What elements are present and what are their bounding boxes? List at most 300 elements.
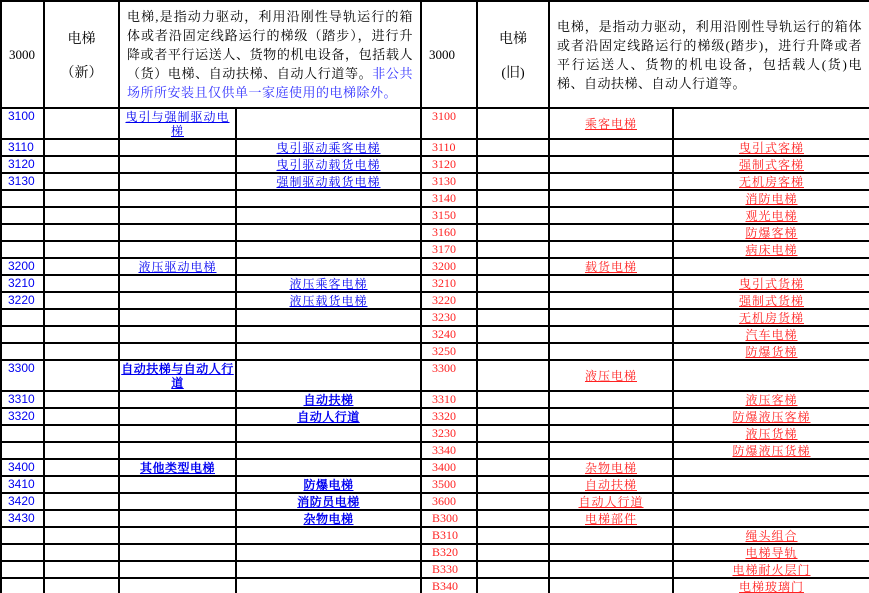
new-name-col-cell <box>44 224 119 241</box>
table-row <box>1 578 869 593</box>
old-category-cell <box>549 326 673 343</box>
old-name-col-cell <box>477 391 549 408</box>
old-item-cell <box>673 493 869 510</box>
old-item-link[interactable]: 防爆货梯 <box>745 344 798 359</box>
new-name-col-cell <box>44 275 119 292</box>
new-name-cell <box>44 1 119 108</box>
old-code-text: 3100 <box>432 109 456 123</box>
old-code-cell <box>421 326 477 343</box>
new-item-cell <box>236 207 421 224</box>
new-code-cell <box>1 578 44 593</box>
table-row <box>1 391 869 408</box>
old-category-cell <box>549 156 673 173</box>
new-name-col-cell <box>44 190 119 207</box>
new-code-text: 3210 <box>8 276 35 290</box>
old-item-cell <box>673 326 869 343</box>
old-code-text: 3230 <box>432 310 456 324</box>
old-category-link[interactable]: 乘客电梯 <box>584 116 637 131</box>
old-item-link[interactable]: 防爆液压客梯 <box>732 409 811 424</box>
new-item-cell <box>236 408 421 425</box>
old-category-cell <box>549 476 673 493</box>
new-name-col-cell <box>44 108 119 139</box>
old-category-cell <box>549 207 673 224</box>
table-row <box>1 108 869 139</box>
old-name-col-cell <box>477 476 549 493</box>
old-category-cell <box>549 224 673 241</box>
old-name-col-cell <box>477 578 549 593</box>
old-description: 电梯，是指动力驱动，利用沿刚性导轨运行的箱体或者沿固定线路运行的梯级(踏步)，进行升降或者平行运送人、货物的机电设备，包括载人(货)电梯、自动扶梯、自动人行道等。 <box>557 18 863 91</box>
old-root-code: 3000 <box>429 46 455 62</box>
old-name-col-cell <box>477 510 549 527</box>
old-item-cell <box>673 108 869 139</box>
old-code-cell <box>421 343 477 360</box>
new-item-cell <box>236 442 421 459</box>
old-code-text: 3220 <box>432 293 456 307</box>
table-row <box>1 156 869 173</box>
old-item-cell <box>673 425 869 442</box>
new-description: 电梯,是指动力驱动，利用沿刚性导轨运行的箱体或者沿固定线路运行的梯级（踏步），进行升降或者平行运送人、货物的机电设备，包括载人（货）电梯、自动扶梯、自动人行道等。 <box>127 9 413 81</box>
old-name-col-cell <box>477 258 549 275</box>
new-name-col-cell <box>44 442 119 459</box>
new-name-col-cell <box>44 309 119 326</box>
new-category-link[interactable]: 曳引与强制驱动电梯 <box>125 109 230 138</box>
new-category-cell <box>119 343 236 360</box>
old-code-text: 3240 <box>432 327 456 341</box>
old-category-cell <box>549 190 673 207</box>
old-code-text: B320 <box>432 545 459 559</box>
new-name-col-cell <box>44 258 119 275</box>
table-body <box>1 1 869 593</box>
old-name-col-cell <box>477 442 549 459</box>
new-category-cell <box>119 360 236 391</box>
table-row <box>1 241 869 258</box>
old-item-link[interactable]: 液压客梯 <box>745 392 798 407</box>
old-category-cell <box>549 442 673 459</box>
table-row <box>1 561 869 578</box>
old-name-col-cell <box>477 408 549 425</box>
old-item-link[interactable]: 防爆液压货梯 <box>732 443 811 458</box>
old-category-link[interactable]: 液压电梯 <box>584 368 637 383</box>
old-item-link[interactable]: 防爆客梯 <box>745 225 798 240</box>
table-row <box>1 510 869 527</box>
old-item-link[interactable]: 观光电梯 <box>745 208 798 223</box>
new-item-cell <box>236 510 421 527</box>
old-code-cell <box>421 258 477 275</box>
new-category-cell <box>119 527 236 544</box>
new-category-cell <box>119 578 236 593</box>
old-item-cell <box>673 544 869 561</box>
old-code-cell <box>421 275 477 292</box>
old-code-text: 3600 <box>432 494 456 508</box>
new-code-cell <box>1 173 44 190</box>
header-row <box>1 1 869 108</box>
new-name-col-cell <box>44 459 119 476</box>
new-item-link[interactable]: 液压乘客电梯 <box>289 276 368 291</box>
old-item-link[interactable]: 绳头组合 <box>745 528 798 543</box>
old-item-cell <box>673 207 869 224</box>
new-item-link[interactable]: 自动扶梯 <box>303 392 354 407</box>
new-item-cell <box>236 561 421 578</box>
new-name-col-cell <box>44 139 119 156</box>
old-category-cell <box>549 309 673 326</box>
new-item-link[interactable]: 曳引驱动载货电梯 <box>276 157 381 172</box>
old-name-col-cell <box>477 292 549 309</box>
new-item-cell <box>236 544 421 561</box>
old-name-col-cell <box>477 561 549 578</box>
new-name-col-cell <box>44 476 119 493</box>
old-item-cell <box>673 442 869 459</box>
old-code-cell <box>421 493 477 510</box>
new-item-cell <box>236 425 421 442</box>
new-item-cell <box>236 156 421 173</box>
old-category-cell <box>549 360 673 391</box>
old-item-cell <box>673 258 869 275</box>
old-name-col-cell <box>477 275 549 292</box>
new-code-cell <box>1 108 44 139</box>
new-category-cell <box>119 476 236 493</box>
old-name-col-cell <box>477 459 549 476</box>
new-category-link[interactable]: 液压驱动电梯 <box>138 259 217 274</box>
new-code-text: 3220 <box>8 293 35 307</box>
new-name-col-cell <box>44 207 119 224</box>
new-item-cell <box>236 258 421 275</box>
table-row <box>1 408 869 425</box>
new-item-cell <box>236 343 421 360</box>
new-category-cell <box>119 275 236 292</box>
new-name-col-cell <box>44 292 119 309</box>
new-code-text: 3110 <box>8 140 34 154</box>
old-item-cell <box>673 224 869 241</box>
new-item-cell <box>236 241 421 258</box>
old-name-col-cell <box>477 190 549 207</box>
old-item-cell <box>673 561 869 578</box>
new-category-cell <box>119 561 236 578</box>
old-category-cell <box>549 292 673 309</box>
table-row <box>1 476 869 493</box>
old-item-cell <box>673 309 869 326</box>
new-category-cell <box>119 241 236 258</box>
old-name-col-cell <box>477 241 549 258</box>
old-code-text: B310 <box>432 528 459 542</box>
old-code-cell <box>421 173 477 190</box>
new-code-cell <box>1 292 44 309</box>
old-code-cell <box>421 241 477 258</box>
new-item-cell <box>236 108 421 139</box>
new-code-text: 3430 <box>8 511 35 525</box>
new-item-cell <box>236 527 421 544</box>
table-row <box>1 360 869 391</box>
old-item-link[interactable]: 强制式货梯 <box>739 293 805 308</box>
new-code-cell <box>1 241 44 258</box>
old-category-cell <box>549 527 673 544</box>
new-category-link[interactable]: 其他类型电梯 <box>139 460 215 475</box>
old-item-link[interactable]: 电梯导轨 <box>745 545 798 560</box>
new-name-col-cell <box>44 360 119 391</box>
new-name-col-cell <box>44 173 119 190</box>
new-item-cell <box>236 292 421 309</box>
new-code-text: 3300 <box>8 361 35 375</box>
new-item-cell <box>236 173 421 190</box>
old-name-col-cell <box>477 224 549 241</box>
old-item-cell <box>673 476 869 493</box>
old-item-cell <box>673 343 869 360</box>
old-code-text: 3500 <box>432 477 456 491</box>
old-code-cell <box>421 527 477 544</box>
old-category-link[interactable]: 自动人行道 <box>578 494 644 509</box>
new-category-cell <box>119 108 236 139</box>
old-category-cell <box>549 425 673 442</box>
old-category-link[interactable]: 载货电梯 <box>584 259 637 274</box>
old-name-col-cell <box>477 156 549 173</box>
old-item-link[interactable]: 曳引式货梯 <box>739 276 805 291</box>
new-category-cell <box>119 510 236 527</box>
old-code-text: 3110 <box>432 140 456 154</box>
new-item-cell <box>236 476 421 493</box>
new-category-cell <box>119 139 236 156</box>
new-name-col-cell <box>44 527 119 544</box>
old-name-col-cell <box>477 173 549 190</box>
new-name-col-cell <box>44 391 119 408</box>
table-row <box>1 139 869 156</box>
old-item-cell <box>673 173 869 190</box>
old-item-cell <box>673 360 869 391</box>
old-code-cell <box>421 442 477 459</box>
new-code-text: 3200 <box>8 259 35 273</box>
new-code-cell <box>1 190 44 207</box>
table-row <box>1 275 869 292</box>
new-name-col-cell <box>44 241 119 258</box>
old-item-link[interactable]: 电梯耐火层门 <box>732 562 811 577</box>
new-item-cell <box>236 139 421 156</box>
old-code-cell <box>421 139 477 156</box>
new-name-col-cell <box>44 544 119 561</box>
new-code-cell <box>1 326 44 343</box>
table-row <box>1 292 869 309</box>
old-code-cell <box>421 459 477 476</box>
old-item-link[interactable]: 消防电梯 <box>745 191 798 206</box>
old-item-link[interactable]: 汽车电梯 <box>745 327 798 342</box>
new-label: （新） <box>60 65 103 81</box>
new-code-cell <box>1 408 44 425</box>
new-code-cell <box>1 343 44 360</box>
new-name: 电梯 <box>67 31 96 47</box>
new-name-col-cell <box>44 343 119 360</box>
new-code-cell <box>1 544 44 561</box>
new-code-cell <box>1 493 44 510</box>
new-item-cell <box>236 459 421 476</box>
old-item-cell <box>673 578 869 593</box>
new-item-link[interactable]: 防爆电梯 <box>303 477 354 492</box>
new-category-cell <box>119 544 236 561</box>
new-code-text: 3410 <box>8 477 35 491</box>
old-code-cell <box>421 156 477 173</box>
old-name-col-cell <box>477 425 549 442</box>
old-item-cell <box>673 391 869 408</box>
new-code-text: 3130 <box>8 174 35 188</box>
old-code-text: 3140 <box>432 191 456 205</box>
new-code-cell <box>1 510 44 527</box>
old-item-link[interactable]: 曳引式客梯 <box>739 140 805 155</box>
new-description-cell <box>119 1 421 108</box>
old-category-link[interactable]: 自动扶梯 <box>584 477 637 492</box>
table-row <box>1 309 869 326</box>
new-item-link[interactable]: 液压载货电梯 <box>289 293 368 308</box>
old-item-cell <box>673 527 869 544</box>
old-item-cell <box>673 510 869 527</box>
new-item-cell <box>236 224 421 241</box>
new-category-cell <box>119 207 236 224</box>
old-item-cell <box>673 459 869 476</box>
new-item-cell <box>236 360 421 391</box>
old-category-link[interactable]: 电梯部件 <box>584 511 637 526</box>
new-code-cell <box>1 224 44 241</box>
table-row <box>1 190 869 207</box>
old-category-cell <box>549 108 673 139</box>
new-category-cell <box>119 326 236 343</box>
old-name-cell <box>477 1 549 108</box>
new-category-cell <box>119 292 236 309</box>
old-item-cell <box>673 292 869 309</box>
old-item-link[interactable]: 液压货梯 <box>745 426 798 441</box>
old-code-text: 3300 <box>432 361 456 375</box>
old-category-cell <box>549 173 673 190</box>
old-name: 电梯 <box>499 31 527 47</box>
new-code-cell <box>1 442 44 459</box>
old-item-link[interactable]: 病床电梯 <box>745 242 798 257</box>
new-name-col-cell <box>44 425 119 442</box>
old-code-cell <box>421 510 477 527</box>
old-name-col-cell <box>477 207 549 224</box>
old-name-col-cell <box>477 326 549 343</box>
old-item-cell <box>673 241 869 258</box>
old-code-text: B330 <box>432 562 459 576</box>
new-code-cell <box>1 360 44 391</box>
table-row <box>1 493 869 510</box>
old-code-text: 3250 <box>432 344 456 358</box>
old-code-cell <box>421 207 477 224</box>
old-item-link[interactable]: 无机房客梯 <box>739 174 805 189</box>
new-code-text: 3100 <box>8 109 35 123</box>
old-code-cell <box>421 425 477 442</box>
old-category-cell <box>549 459 673 476</box>
old-code-cell <box>421 408 477 425</box>
new-root-code-cell <box>1 1 44 108</box>
old-item-cell <box>673 156 869 173</box>
new-name-col-cell <box>44 408 119 425</box>
table-row <box>1 544 869 561</box>
old-code-cell <box>421 561 477 578</box>
old-category-link[interactable]: 杂物电梯 <box>584 460 637 475</box>
new-code-cell <box>1 561 44 578</box>
old-code-cell <box>421 360 477 391</box>
table-row <box>1 425 869 442</box>
old-label: (旧) <box>501 65 525 81</box>
new-name-col-cell <box>44 326 119 343</box>
old-item-cell <box>673 190 869 207</box>
old-name-col-cell <box>477 544 549 561</box>
new-item-cell <box>236 391 421 408</box>
table-row <box>1 527 869 544</box>
new-name-col-cell <box>44 578 119 593</box>
new-code-cell <box>1 156 44 173</box>
old-category-cell <box>549 391 673 408</box>
old-name-col-cell <box>477 108 549 139</box>
old-code-cell <box>421 108 477 139</box>
old-code-text: 3400 <box>432 460 456 474</box>
old-code-text: 3160 <box>432 225 456 239</box>
new-category-cell <box>119 173 236 190</box>
new-code-text: 3420 <box>8 494 35 508</box>
new-category-cell <box>119 493 236 510</box>
new-category-cell <box>119 408 236 425</box>
new-code-cell <box>1 139 44 156</box>
old-code-text: 3120 <box>432 157 456 171</box>
new-code-cell <box>1 258 44 275</box>
new-code-cell <box>1 476 44 493</box>
new-code-cell <box>1 207 44 224</box>
new-category-link[interactable]: 自动扶梯与自动人行道 <box>121 361 234 390</box>
new-category-cell <box>119 156 236 173</box>
old-category-cell <box>549 343 673 360</box>
new-category-cell <box>119 258 236 275</box>
old-category-cell <box>549 493 673 510</box>
old-item-cell <box>673 139 869 156</box>
new-category-cell <box>119 190 236 207</box>
old-category-cell <box>549 578 673 593</box>
old-category-cell <box>549 561 673 578</box>
new-item-link[interactable]: 自动人行道 <box>297 409 360 424</box>
new-code-cell <box>1 275 44 292</box>
new-item-link[interactable]: 曳引驱动乘客电梯 <box>276 140 381 155</box>
old-item-link[interactable]: 电梯玻璃门 <box>739 579 805 593</box>
old-name-col-cell <box>477 360 549 391</box>
old-code-cell <box>421 391 477 408</box>
new-code-text: 3120 <box>8 157 35 171</box>
old-description-cell <box>549 1 869 108</box>
old-name-col-cell <box>477 527 549 544</box>
table-row <box>1 258 869 275</box>
new-name-col-cell <box>44 561 119 578</box>
new-item-link[interactable]: 强制驱动载货电梯 <box>276 174 381 189</box>
new-name-col-cell <box>44 493 119 510</box>
old-name-col-cell <box>477 309 549 326</box>
table-row <box>1 442 869 459</box>
old-item-cell <box>673 408 869 425</box>
old-item-link[interactable]: 无机房货梯 <box>739 310 805 325</box>
new-item-link[interactable]: 消防员电梯 <box>297 494 360 509</box>
old-item-link[interactable]: 强制式客梯 <box>739 157 805 172</box>
old-code-cell <box>421 544 477 561</box>
new-item-link[interactable]: 杂物电梯 <box>303 511 354 526</box>
new-category-cell <box>119 224 236 241</box>
new-name-col-cell <box>44 156 119 173</box>
new-code-cell <box>1 459 44 476</box>
new-name-col-cell <box>44 510 119 527</box>
new-code-cell <box>1 425 44 442</box>
new-item-cell <box>236 190 421 207</box>
old-code-text: 3150 <box>432 208 456 222</box>
old-code-text: 3310 <box>432 392 456 406</box>
old-code-text: 3210 <box>432 276 456 290</box>
new-root-code: 3000 <box>9 46 35 62</box>
table-row <box>1 207 869 224</box>
new-item-cell <box>236 493 421 510</box>
old-name-col-cell <box>477 493 549 510</box>
new-category-cell <box>119 425 236 442</box>
old-category-cell <box>549 258 673 275</box>
old-code-text: B340 <box>432 579 459 593</box>
new-category-cell <box>119 459 236 476</box>
